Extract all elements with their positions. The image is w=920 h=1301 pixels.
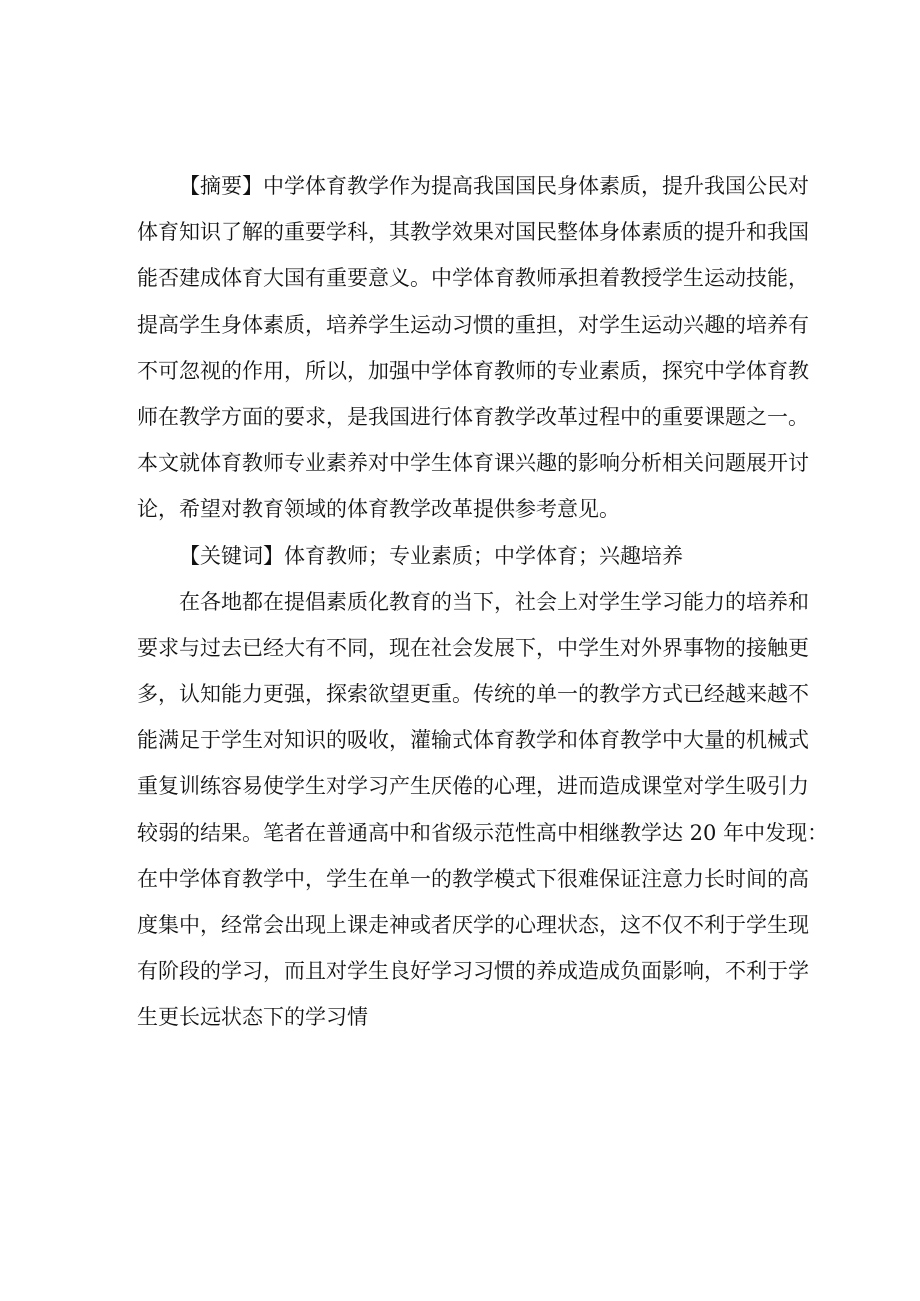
- abstract-line: 提高学生身体素质，培养学生运动习惯的重担，对学生运动兴趣的培养有: [137, 312, 809, 337]
- body-line: 重复训练容易使学生对学习产生厌倦的心理，进而造成课堂对学生吸引力: [137, 774, 809, 799]
- body-line: 在各地都在提倡素质化教育的当下，社会上对学生学习能力的培养和: [179, 589, 809, 614]
- keywords-paragraph: [137, 533, 797, 579]
- document-body: [137, 163, 829, 1041]
- body-line: 较弱的结果。笔者在普通高中和省级示范性高中相继教学达 20 年中发现：: [137, 820, 829, 845]
- body-line: 要求与过去已经大有不同，现在社会发展下，中学生对外界事物的接触更: [137, 635, 809, 660]
- abstract-line: 本文就体育教师专业素养对中学生体育课兴趣的影响分析相关问题展开讨: [137, 451, 809, 476]
- body-line: 有阶段的学习，而且对学生良好学习习惯的养成造成负面影响，不利于学: [137, 959, 809, 984]
- body-line: 度集中，经常会出现上课走神或者厌学的心理状态，这不仅不利于学生现: [137, 913, 809, 937]
- abstract-line: 论，希望对教育领域的体育教学改革提供参考意见。: [137, 497, 620, 522]
- abstract-line: 能否建成体育大国有重要意义。中学体育教师承担着教授学生运动技能，: [137, 266, 809, 291]
- abstract-line: 不可忽视的作用，所以，加强中学体育教师的专业素质，探究中学体育教: [137, 358, 809, 383]
- keywords-line: 【关键词】体育教师；专业素质；中学体育；兴趣培养: [179, 543, 683, 568]
- body-line: 能满足于学生对知识的吸收，灌输式体育教学和体育教学中大量的机械式: [137, 728, 809, 753]
- abstract-line: 【摘要】中学体育教学作为提高我国国民身体素质，提升我国公民对: [179, 174, 809, 198]
- abstract-paragraph: [137, 163, 809, 533]
- abstract-line: 师在教学方面的要求，是我国进行体育教学改革过程中的重要课题之一。: [137, 404, 809, 429]
- abstract-line: 体育知识了解的重要学科，其教学效果对国民整体身体素质的提升和我国: [137, 220, 809, 245]
- body-paragraph: [137, 579, 829, 1041]
- body-line: 生更长远状态下的学习情: [137, 1005, 368, 1030]
- body-line: 在中学体育教学中，学生在单一的教学模式下很难保证注意力长时间的高: [137, 866, 809, 891]
- body-line: 多，认知能力更强，探索欲望更重。传统的单一的教学方式已经越来越不: [137, 682, 809, 707]
